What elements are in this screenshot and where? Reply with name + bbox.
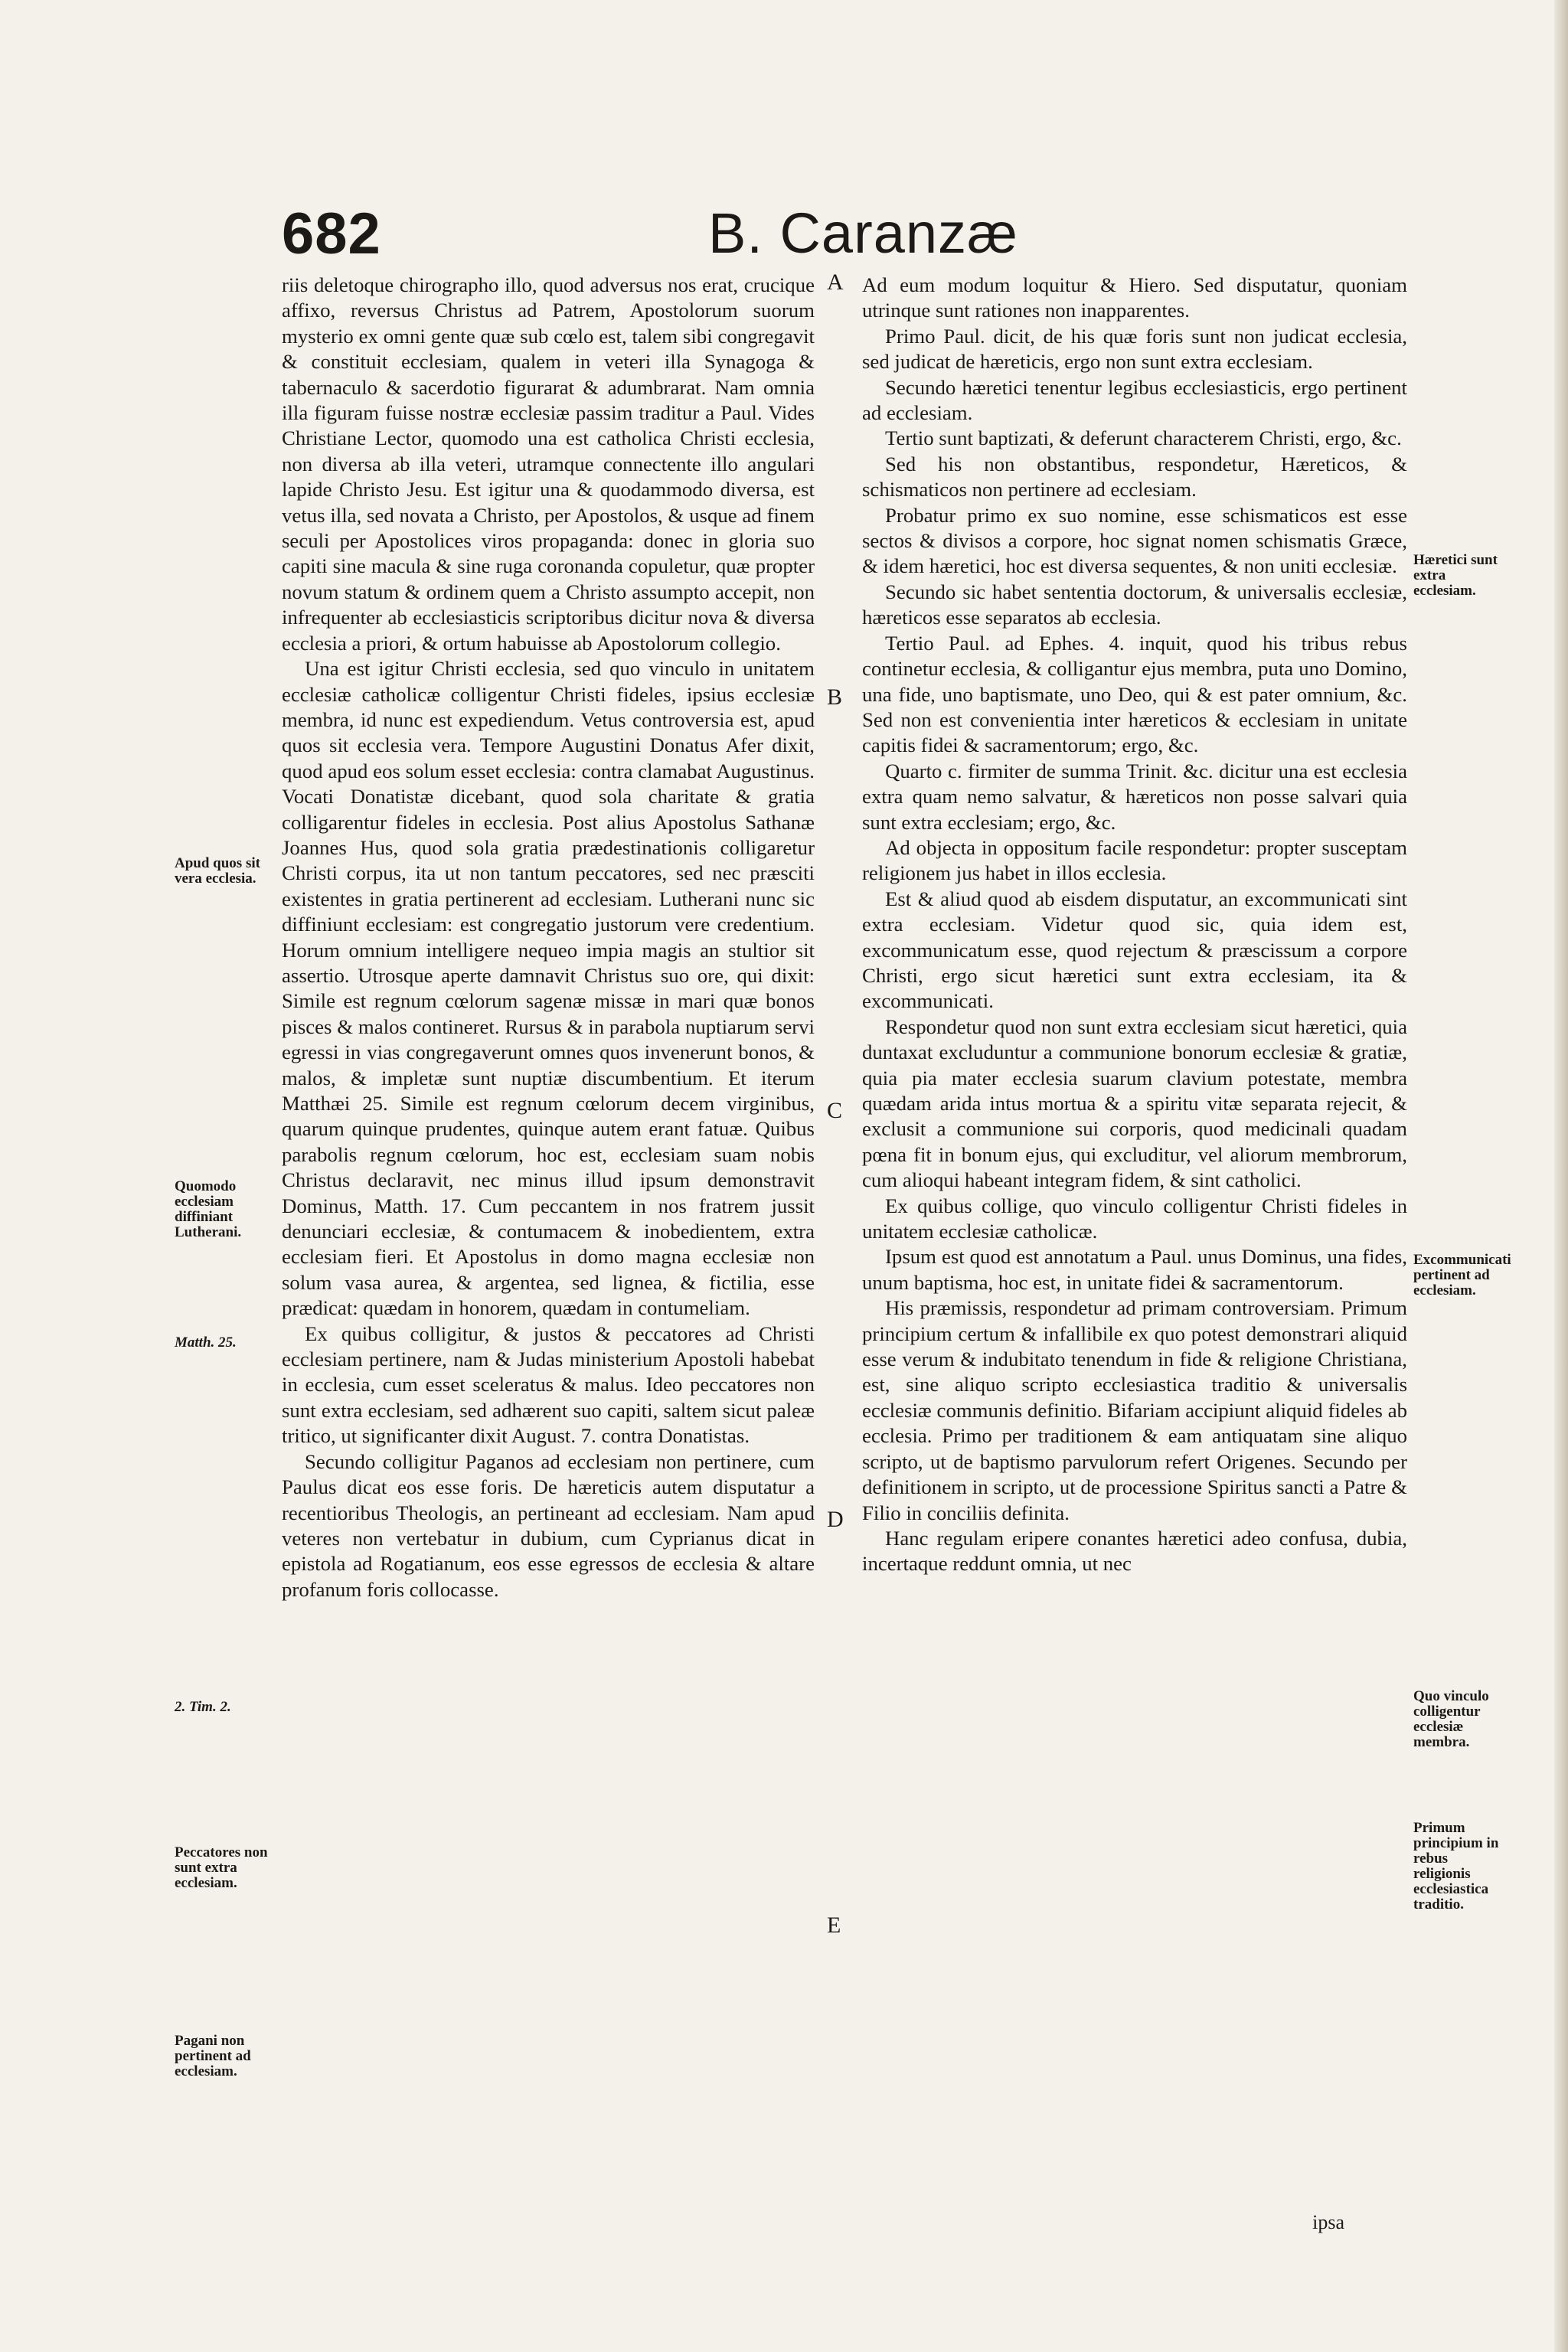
paragraph: Secundo hæretici tenentur legibus ecclesiasticis, ergo pertinent ad ecclesiam.: [862, 375, 1407, 425]
margin-note: Hæretici sunt extra ecclesiam.: [1413, 552, 1498, 599]
paragraph: Tertio sunt baptizati, & deferunt characterem Christi, ergo, &c.: [885, 426, 1402, 450]
paragraph: Ex quibus collige, quo vinculo colligentur Christi fideles in unitatem ecclesiæ catholicæ.: [862, 1194, 1407, 1243]
paragraph: Est & aliud quod ab eisdem disputatur, an excommunicati sint extra ecclesiam. Videtur quod sic, quia idem est, excommunicatum esse, quod rejectum & præscissum a corpore Christi, ergo sicut hæretici sunt extra ecclesiam, ita & excommunicati.: [862, 887, 1407, 1013]
paragraph: Ipsum est quod est annotatum a Paul. unus Dominus, una fides, unum baptisma, hoc est, in unitate fidei & sacramentorum.: [862, 1245, 1407, 1294]
page-edge: [1554, 0, 1568, 2352]
section-letter-c: C: [827, 1098, 843, 1123]
margin-note: Peccatores non sunt extra ecclesiam.: [175, 1844, 268, 1891]
paragraph: Ad eum modum loquitur & Hiero. Sed disputatur, quoniam utrinque sunt rationes non inapparentes.: [862, 273, 1407, 322]
margin-note: Primum principium in rebus religionis ecclesiastica traditio.: [1413, 1820, 1499, 1913]
paragraph: Una est igitur Christi ecclesia, sed quo vinculo in unitatem ecclesiæ catholicæ colligentur Christi fideles, ipsius ecclesiæ membra, id nunc est expediendum. Vetus controversia est, apud quos sit ecclesia vera. Tempore Augustini Donatus Afer dixit, quod apud eos solum esset ecclesia: contra clamabat Augustinus. Vocati Donatistæ dicebant, quod sola charitate & gratia colligarentur fideles in ecclesia. Post alius Apostolus Sathanæ Joannes Hus, quod sola gratia prædestinationis colligaretur Christi corpus, ita ut non tantum peccatores, sed nec præsciti existentes in gratia pertinerent ad ecclesiam. Lutherani nunc sic diffiniunt ecclesiam: est congregatio justorum vere credentium. Horum omnium intelligere nequeo impia magis an stultior sit assertio. Utrosque aperte damnavit Christus suo ore, qui dixit: Simile est regnum cœlorum sagenæ missæ in mari quæ bonos pisces & malos contineret. Rursus & in parabola nuptiarum servi egressi in vias congregaverunt omnes quos invenerunt bonos, & malos, & impletæ sunt nuptiæ discumbentium. Et iterum Matthæi 25. Simile est regnum cœlorum decem virginibus, quarum quinque prudentes, quinque autem erant fatuæ. Quibus parabolis regnum cœlorum, hoc est, ecclesiam suam nobis Christus declaravit, nec minus illud ipsum demonstravit Dominus, Matth. 17. Cum peccantem in nos fratrem jussit denunciari ecclesiæ, & contumacem & inobedientem, extra ecclesiam fieri. Et Apostolus in domo magna ecclesiæ non solum vasa aurea, & argentea, sed lignea, & fictilia, esse prædicat: quædam in honorem, quædam in contumeliam.: [282, 657, 815, 1320]
page-number: 682: [282, 201, 381, 266]
paragraph: Probatur primo ex suo nomine, esse schismaticos est esse sectos & divisos a corpore, hoc signat nomen schismatis Græce, & idem hæretici, hoc est diversa sequentes, & non uniti ecclesiæ.: [862, 503, 1407, 578]
page-header: [282, 201, 1124, 270]
section-letter-a: A: [827, 270, 844, 295]
paragraph: Secundo colligitur Paganos ad ecclesiam non pertinere, cum Paulus dicat eos esse foris. De hæreticis autem disputatur a recentioribus Theologis, an pertineant ad ecclesiam. Nam apud veteres non vertebatur in dubium, cum Cyprianus dicat in epistola ad Rogatianum, eos esse egressos de ecclesia & altare profanum foris collocasse.: [282, 1449, 815, 1601]
catchword: ipsa: [1312, 2211, 1344, 2233]
paragraph: His præmissis, respondetur ad primam controversiam. Primum principium certum & infallibile ex quo potest demonstrari aliquid esse verum & indubitato tenendum in fide & religione Christiana, est, sine aliquo scripto ecclesiastica traditio & universalis ecclesiæ communis definitio. Bifariam accipiunt aliquid fideles ab ecclesia. Primo per traditionem & eam antiquatam sine aliquo scripto, ut de baptismo parvulorum refert Origenes. Secundo per definitionem in scripto, ut de processione Spiritus sancti a Patre & Filio in conciliis definita.: [862, 1296, 1407, 1524]
paragraph: Hanc regulam eripere conantes hæretici adeo confusa, dubia, incertaque reddunt omnia, ut nec: [862, 1526, 1407, 1576]
left-text-column: [282, 273, 815, 1602]
right-text-column: [862, 273, 1407, 1577]
paragraph: Tertio Paul. ad Ephes. 4. inquit, quod his tribus rebus continetur ecclesia, & colligantur ejus membra, puta uno Domino, una fide, uno baptismate, uno Deo, qui & est pater omnium, &c. Sed non est convenientia inter hæreticos & ecclesiam in unitate capitis fidei & sacramentorum; ergo, &c.: [862, 631, 1407, 757]
section-letter-d: D: [827, 1507, 844, 1532]
section-letter-b: B: [827, 684, 843, 710]
margin-note: Quo vinculo colligentur ecclesiæ membra.: [1413, 1688, 1489, 1750]
margin-note: Quomodo ecclesiam diffiniant Lutherani.: [175, 1178, 242, 1240]
paragraph: Quarto c. firmiter de summa Trinit. &c. dicitur una est ecclesia extra quam nemo salvatur, & hæreticos non posse salvari quia sunt extra ecclesiam; ergo, &c.: [862, 759, 1407, 834]
paragraph: Ad objecta in oppositum facile respondetur: propter susceptam religionem jus habet in illos ecclesia.: [862, 835, 1407, 885]
paragraph: Sed his non obstantibus, respondetur, Hæreticos, & schismaticos non pertinere ad ecclesiam.: [862, 452, 1407, 501]
paragraph: Ex quibus colligitur, & justos & peccatores ad Christi ecclesiam pertinere, nam & Judas ministerium Apostoli habebat in ecclesia, cum esset sceleratus & malus. Ideo peccatores non sunt extra ecclesiam, sed adhærent suo capiti, saltem sicut paleæ tritico, ut significanter dixit August. 7. contra Donatistas.: [282, 1321, 815, 1448]
margin-note: Apud quos sit vera ecclesia.: [175, 855, 260, 887]
paragraph: riis deletoque chirographo illo, quod adversus nos erat, crucique affixo, reversus Christus ad Patrem, Apostolorum suorum mysterio ex omni gente quæ sub cœlo est, talem sibi congregavit & constituit ecclesiam, qualem in veteri illa Synagoga & tabernaculo & sacerdotio figurarat & adumbrarat. Nam omnia illa figuram fuisse nostræ ecclesiæ passim traditur a Paul. Vides Christiane Lector, quomodo una est catholica Christi ecclesia, non diversa ab illa veteri, utramque connectente illo angulari lapide Christo Jesu. Est igitur una & quodammodo diversa, est vetus illa, sed novata a Christo, per Apostolos, & usque ad finem seculi per Apostolices viros propaganda: donec in gloria suo capiti sine macula & sine ruga coronanda copuletur, quæ propter novum statum & ordinem quem a Christo assumpto accepit, non infrequenter ab ecclesiasticis scriptoribus dicitur nova & diversa ecclesia a priori, & ortum habuisse ab Apostolorum collegio.: [282, 273, 815, 655]
running-title: B. Caranzæ: [708, 201, 1018, 265]
margin-note: 2. Tim. 2.: [175, 1699, 231, 1715]
margin-note: Matth. 25.: [175, 1334, 237, 1351]
paragraph: Secundo sic habet sententia doctorum, & universalis ecclesiæ, hæreticos esse separatos ab ecclesia.: [862, 580, 1407, 629]
paragraph: Respondetur quod non sunt extra ecclesiam sicut hæretici, quia duntaxat excluduntur a communione bonorum ecclesiæ & gratiæ, quia pia mater ecclesia suarum clavium potestate, membra quædam arida intus mortua & a spiritu vitæ separata rejecit, & exclusit a communione sui corporis, quod medicinali quadam pœna fit in bonum ejus, qui excluditur, vel aliorum membrorum, cum alioqui habeant integram fidem, & sint catholici.: [862, 1014, 1407, 1192]
margin-note: Excommunicati pertinent ad ecclesiam.: [1413, 1252, 1511, 1298]
paragraph: Primo Paul. dicit, de his quæ foris sunt non judicat ecclesia, sed judicat de hæreticis, ergo non sunt extra ecclesiam.: [862, 324, 1407, 374]
margin-note: Pagani non pertinent ad ecclesiam.: [175, 2033, 251, 2079]
section-letter-e: E: [827, 1913, 841, 1938]
